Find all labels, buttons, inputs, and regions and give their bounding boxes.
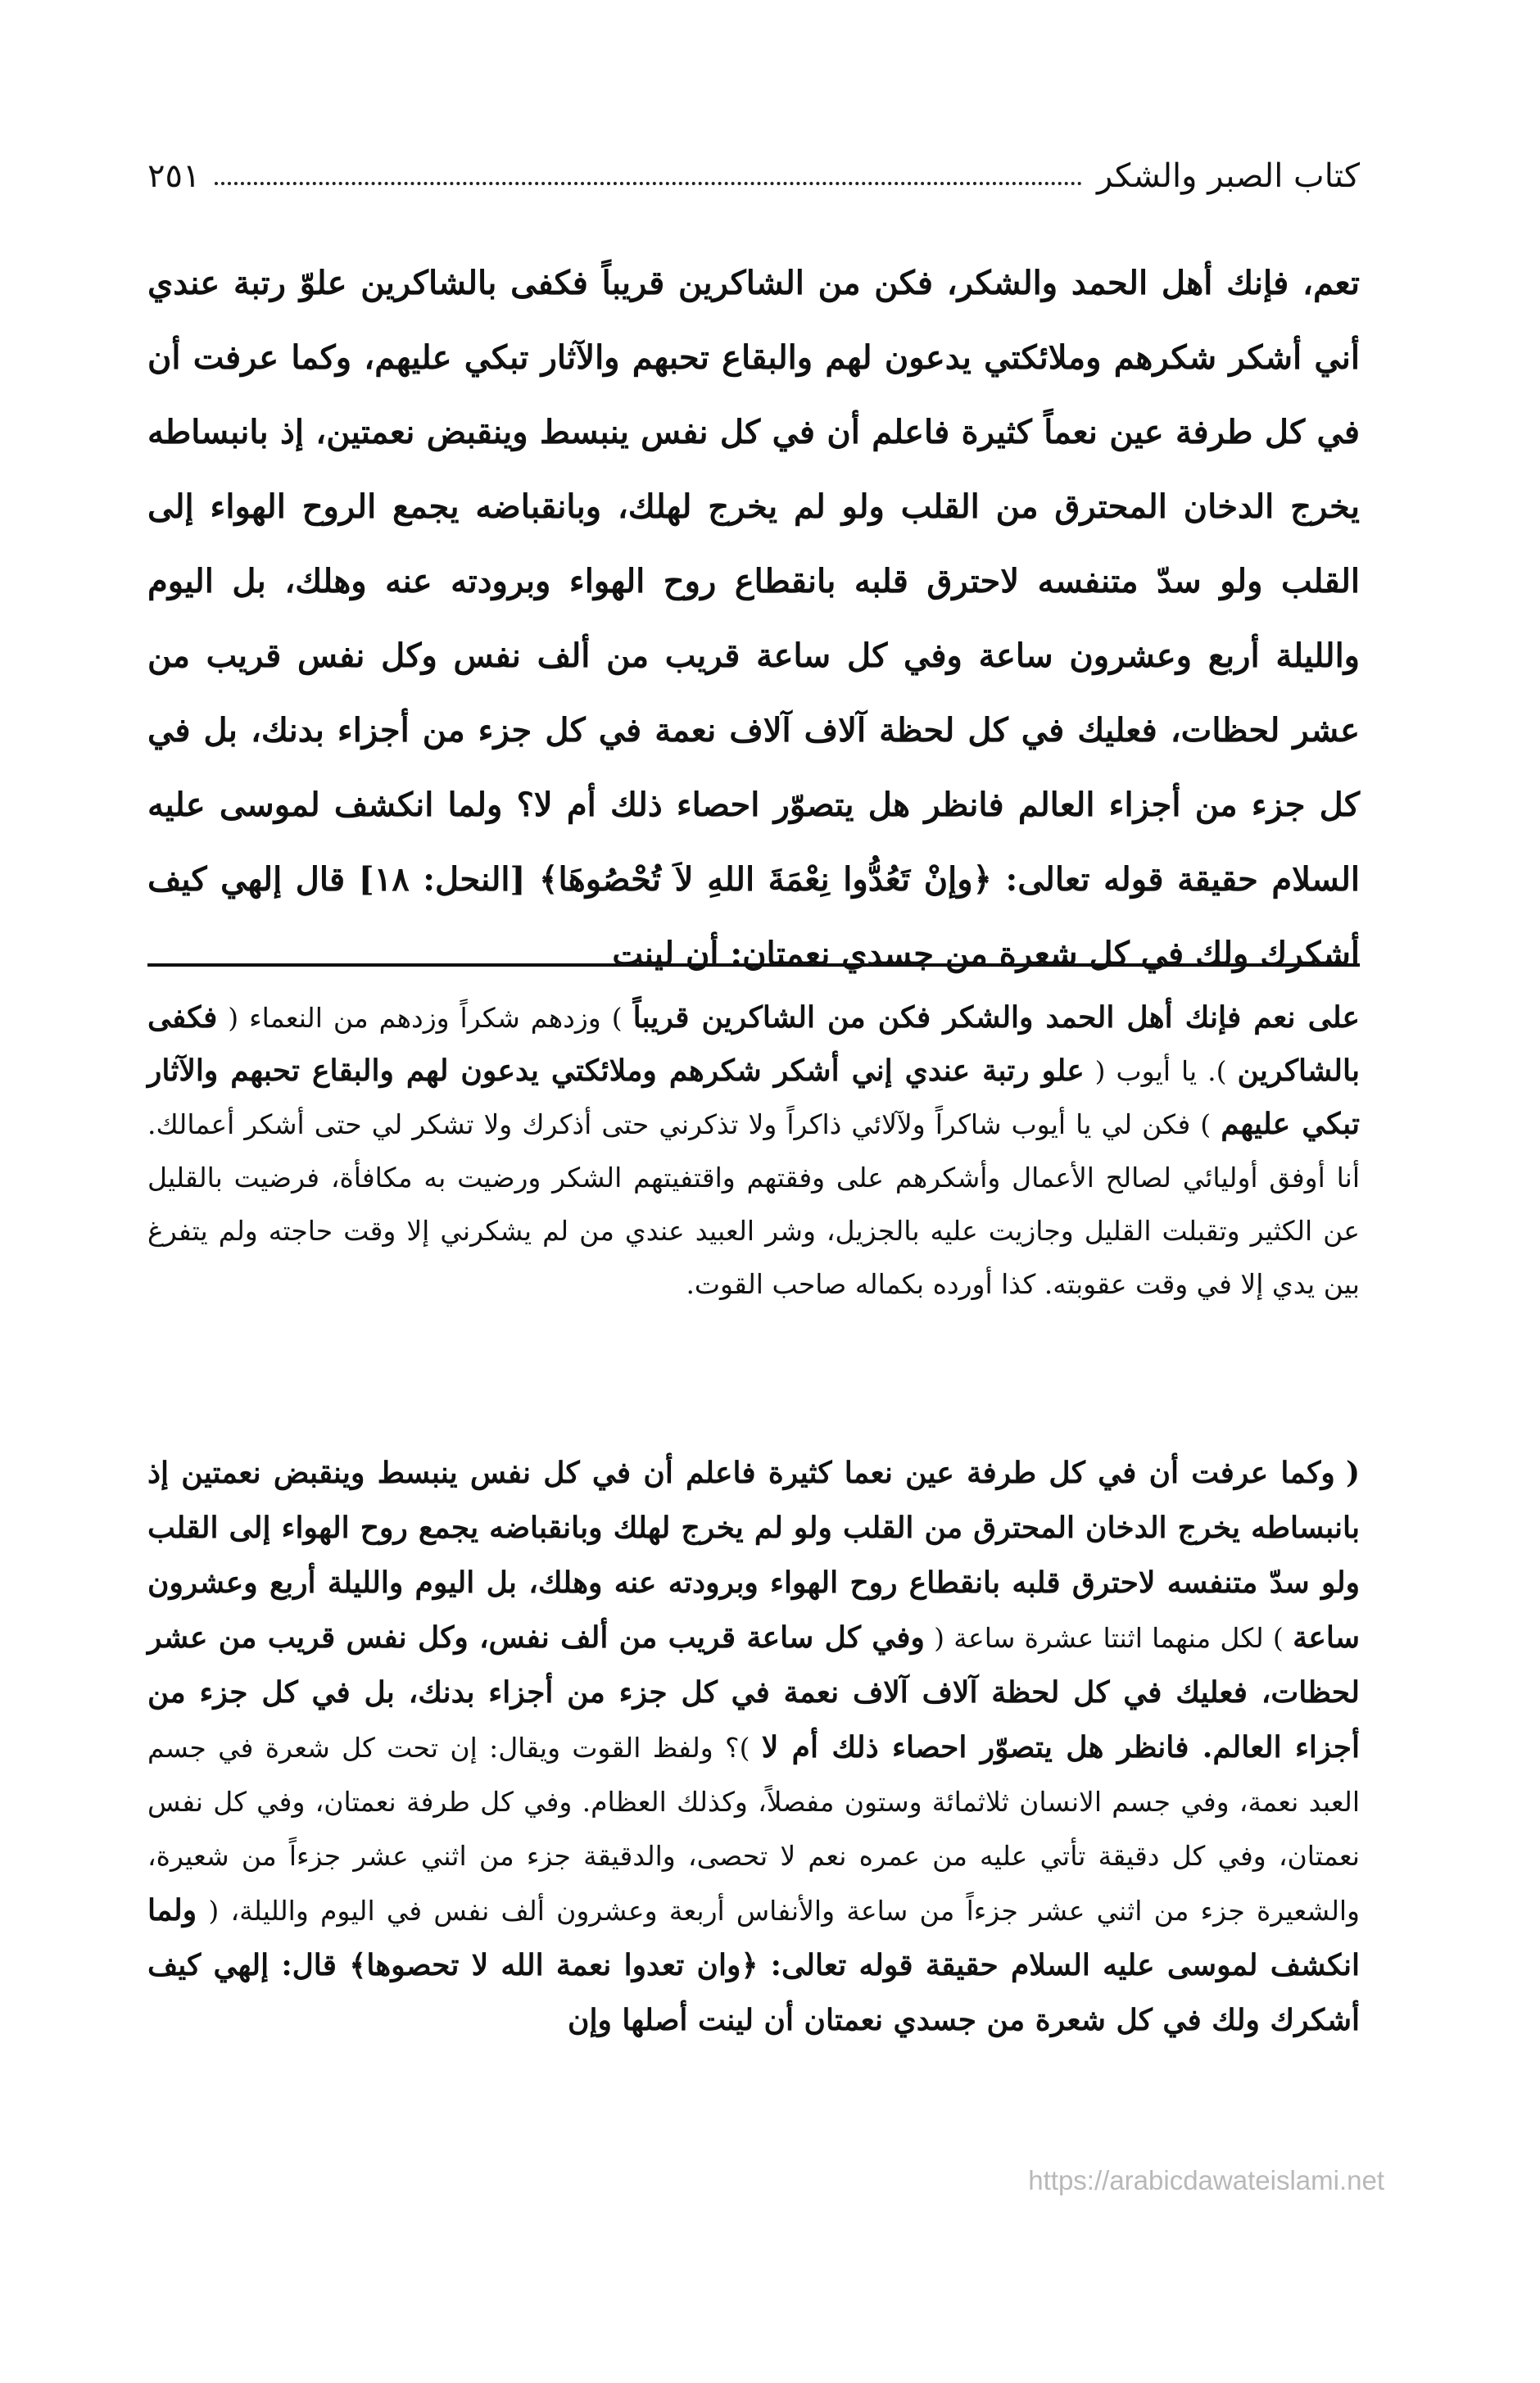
commentary-paragraph-2 [147,1446,1360,2048]
commentary-block-1 [147,991,1360,1311]
dotted-leader [215,182,1082,185]
footnote-separator [147,963,1360,967]
book-title: كتاب الصبر والشكر [1097,157,1360,195]
watermark-url: https://arabicdawateislami.net [1028,2165,1384,2195]
commentary-text: ) وزدهم شكراً وزدهم من النعماء ( [228,1002,623,1034]
commentary-quote: وكما عرفت أن في كل طرفة عين نعما كثيرة فاعلم أن في كل نفس ينبسط وينقبض نعمتين إذ بانبساطه يخرج الدخان المحترق من القلب ولو لم يخرج لهلك وبانقباضه يجمع روح الهواء إلى القلب ولو سدّ متنفسه لاحترق قلبه بانقطاع روح الهواء وبرودته عنه وهلك، بل اليوم والليلة أربع وعشرون ساعة [147,1456,1360,1655]
commentary-paren: ( [1345,1456,1360,1490]
commentary-quote: ولما انكشف لموسى عليه السلام حقيقة قوله تعالى: ﴿وان تعدوا نعمة الله لا تحصوها﴾ قال: إلهي كيف أشكرك ولك في كل شعرة من جسدي نعمتان أن لينت أصلها وإن [147,1893,1360,2037]
commentary-quote: وفي كل ساعة قريب من ألف نفس، وكل نفس قريب من عشر لحظات، فعليك في كل لحظة آلاف آلاف نعمة في كل جزء من أجزاء بدنك، بل في كل جزء من أجزاء العالم. فانظر هل يتصوّر احصاء ذلك أم لا [147,1620,1360,1765]
commentary-quote: علو رتبة عندي إني أشكر شكرهم وملائكتي يدعون لهم والبقاع تحبهم والآثار تبكي عليهم [147,1053,1360,1141]
commentary-text: )؟ ولفظ القوت ويقال: إن تحت كل شعرة في جسم العبد نعمة، وفي جسم الانسان ثلاثمائة وستون مفصلاً، وكذلك العظام. وفي كل طرفة نعمتان، وفي كل نفس نعمتان، وفي كل دقيقة تأتي عليه من عمره نعم لا تحصى، والدقيقة جزء من اثني عشر جزءاً من شعيرة، والشعيرة جزء من اثني عشر جزءاً من ساعة والأنفاس أربعة وعشرون ألف نفس في اليوم والليلة، ( [147,1732,1360,1927]
page-number: ٢٥١ [147,157,201,195]
main-paragraph: تعم، فإنك أهل الحمد والشكر، فكن من الشاكرين قريباً فكفى بالشاكرين علوّ رتبة عندي أني أشكر شكرهم وملائكتي يدعون لهم والبقاع تحبهم والآثار تبكي عليهم، وكما عرفت أن في كل طرفة عين نعماً كثيرة فاعلم أن في كل نفس ينبسط وينقبض نعمتين، إذ بانبساطه يخرج الدخان المحترق من القلب ولو لم يخرج لهلك، وبانقباضه يجمع الروح الهواء إلى القلب ولو سدّ متنفسه لاحترق قلبه بانقطاع روح الهواء وبرودته عنه وهلك، بل اليوم والليلة أربع وعشرون ساعة وفي كل ساعة قريب من ألف نفس وكل نفس قريب من عشر لحظات، فعليك في كل لحظة آلاف آلاف نعمة في كل جزء من أجزاء بدنك، بل في كل جزء من أجزاء العالم فانظر هل يتصوّر احصاء ذلك أم لا؟ ولما انكشف لموسى عليه السلام حقيقة قوله تعالى: ﴿وإنْ تَعُدُّوا نِعْمَةَ اللهِ لاَ تُحْصُوهَا﴾ [النحل: ١٨] قال إلهي كيف أشكرك ولك في كل شعرة من جسدي نعمتان: أن لينت [147,264,1361,973]
commentary-text: ) لكل منهما اثنتا عشرة ساعة ( [934,1622,1284,1654]
commentary-quote: فكفى بالشاكرين [147,1000,1360,1088]
commentary-text: ). يا أيوب ( [1094,1055,1227,1087]
main-text [147,246,1360,991]
running-head [147,146,1360,195]
commentary-text: ) فكن لي يا أيوب شاكراً ولآلائي ذاكراً ولا تذكرني حتى أذكرك ولا تشكر لي حتى أشكر أعمالك. أنا أوفق أوليائي لصالح الأعمال وأشكرهم على وفقتهم واقتفيتهم الشكر ورضيت به مكافأة، فرضيت بالقليل عن الكثير وتقبلت القليل وجازيت عليه بالجزيل، وشر العبيد عندي من لم يشكرني إلا وقت حاجته ولم يتفرغ بين يدي إلا في وقت عقوبته. كذا أورده بكماله صاحب القوت. [147,1108,1360,1300]
commentary-quote: على نعم فإنك أهل الحمد والشكر فكن من الشاكرين قريباً [632,1000,1360,1035]
commentary-paragraph-1 [147,991,1360,1311]
commentary-block-2 [147,1446,1360,2048]
